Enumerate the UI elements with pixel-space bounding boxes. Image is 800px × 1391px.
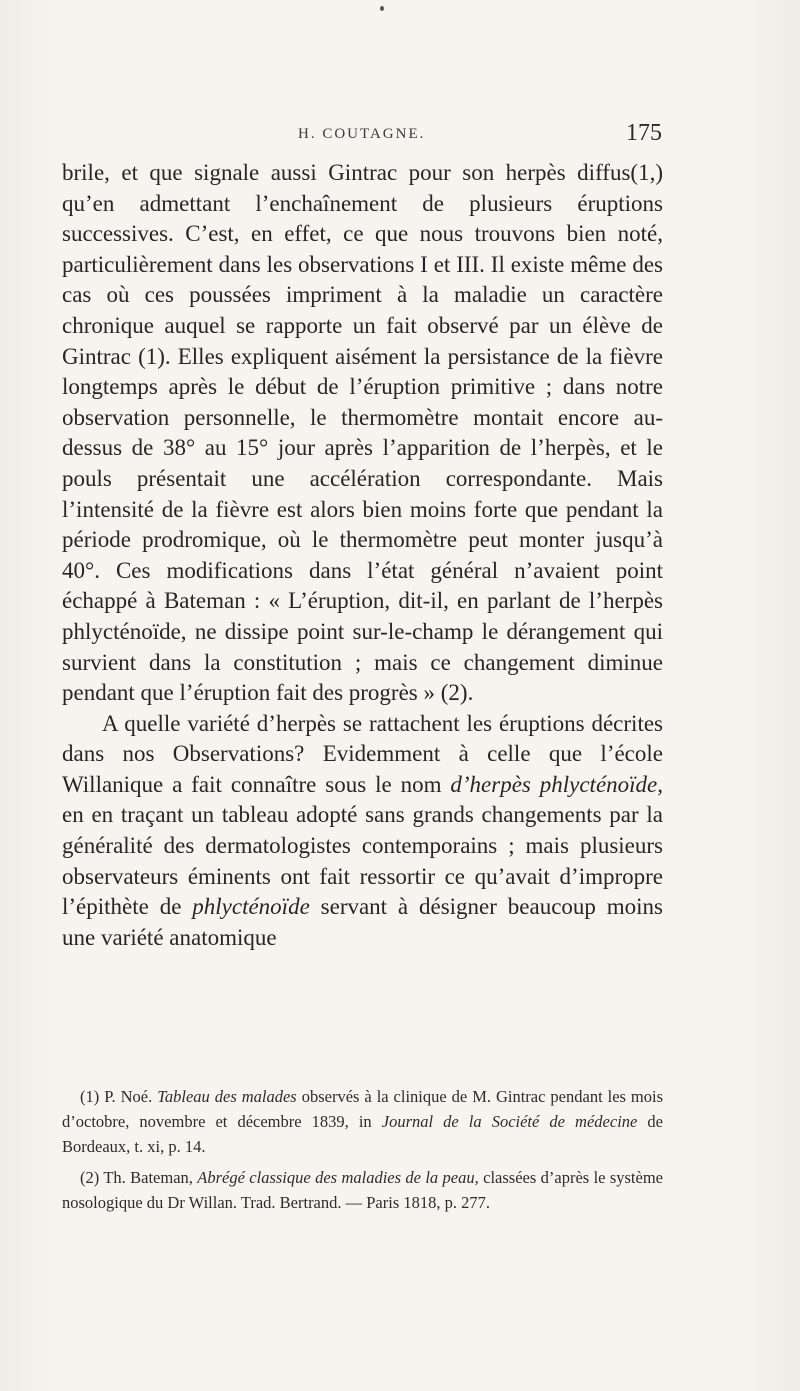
running-head: H. COUTAGNE. xyxy=(298,126,426,142)
footnote-2-text-b: classées d’après le système nosologique du Dr Willan. Trad. Bertrand. — Paris 1818, p. 277. xyxy=(62,1168,664,1212)
paragraph-2-text-b: , en en traçant un tableau adopté sans grands changements par la généralité des dermatologistes contemporains ; mais plusieurs observateurs éminents ont fait ressortir ce qu’avait d’impropre l’épithète de xyxy=(62,771,664,920)
paragraph-1 xyxy=(62,158,663,709)
paragraph-2-italic-herpes: d’herpès phlycténoïde xyxy=(450,771,658,797)
body-text xyxy=(62,158,663,953)
footnote-1-italic-title: Tableau des malades xyxy=(157,1087,297,1106)
page-number: 175 xyxy=(626,120,662,146)
page-header xyxy=(62,120,662,150)
paragraph-2-text-a: A quelle variété d’herpès se rattachent les éruptions décrites dans nos Observations? Evidemment à celle que l’école Willanique a fait connaître sous le nom xyxy=(62,710,663,797)
paragraph-2-italic-phlyctenoide: phlycténoïde xyxy=(192,894,310,920)
footnote-2-italic-title: Abrégé classique des maladies de la peau, xyxy=(197,1168,479,1187)
footnote-2 xyxy=(62,1165,663,1215)
footnote-1 xyxy=(62,1084,663,1159)
ink-speck xyxy=(380,6,384,11)
paragraph-2 xyxy=(62,709,663,954)
footnote-1-text-c: de Bordeaux, t. xi, p. 14. xyxy=(62,1112,664,1156)
paragraph-2-text-c: servant à désigner beaucoup moins une variété anatomique xyxy=(62,894,663,950)
footnote-1-italic-journal: Journal de la Société de médecine xyxy=(381,1112,638,1131)
footnote-1-text-b: observés à la clinique de M. Gintrac pendant les mois d’octobre, novembre et décembre 1839, in xyxy=(62,1087,664,1131)
footnote-2-text-a: (2) Th. Bateman, xyxy=(80,1168,198,1187)
footnotes xyxy=(62,1084,663,1221)
footnote-1-text-a: (1) P. Noé. xyxy=(80,1087,158,1106)
paragraph-1-text: brile, et que signale aussi Gintrac pour son herpès diffus(1,) qu’en admettant l’enchaînement de plusieurs éruptions successives. C’est, en effet, ce que nous trouvons bien noté, particulièrement dans les observations I et III. Il existe même des cas où ces poussées impriment à la maladie un caractère chronique auquel se rapporte un fait observé par un élève de Gintrac (1). Elles expliquent aisément la persistance de la fièvre longtemps après le début de l’éruption primitive ; dans notre observation personnelle, le thermomètre montait encore au-dessus de 38° au 15° jour après l’apparition de l’herpès, et le pouls présentait une accélération correspondante. Mais l’intensité de la fièvre est alors bien moins forte que pendant la période prodromique, où le thermomètre peut monter jusqu’à 40°. Ces modifications dans l’état général n’avaient point échappé à Bateman : « L’éruption, dit-il, en parlant de l’herpès phlycténoïde, ne dissipe point sur-le-champ le dérangement qui survient dans la constitution ; mais ce changement diminue pendant que l’éruption fait des progrès » (2). xyxy=(62,160,663,706)
